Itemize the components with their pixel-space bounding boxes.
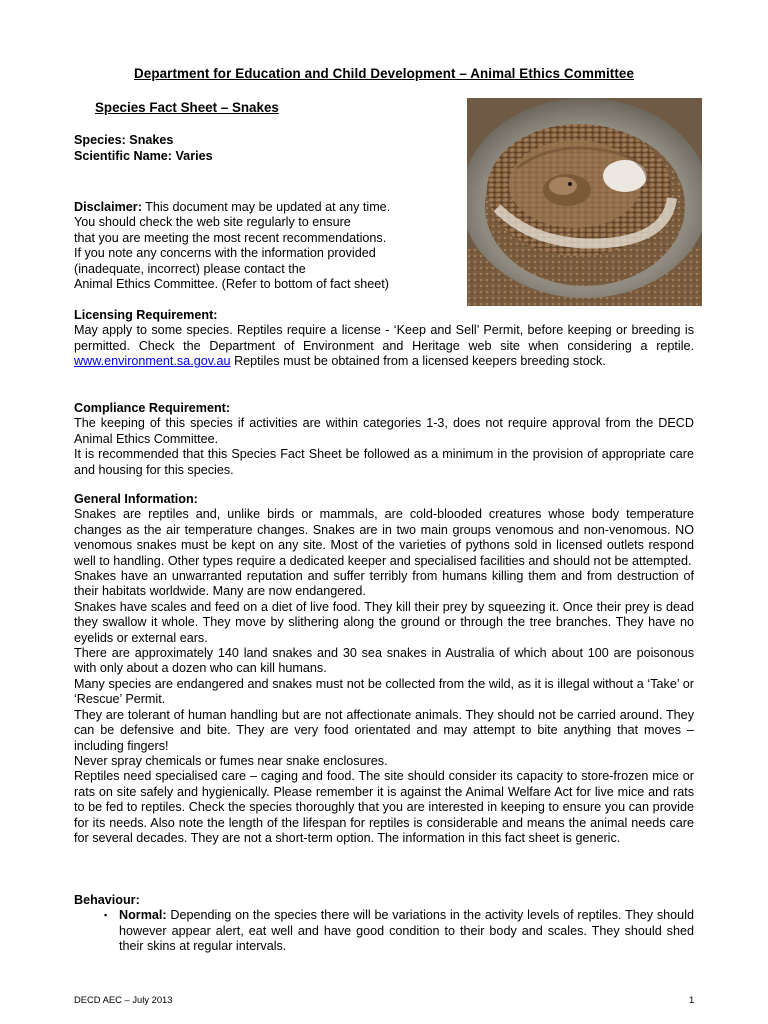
general-paragraph: Reptiles need specialised care – caging and food. The site should consider its capacity to store-frozen mice or rats on site safely and hygienically. Please remember it is against the Animal Welfare Act for live mice and rats to be fed to reptiles. Check the species thoroughly that you are interested in keeping to ensure you can provide for its needs. Also note the length of the lifespan for reptiles is considerable and means the animal needs care for several decades. They are not a short-term option. The information in this fact sheet is generic. [74,769,694,845]
licensing-title: Licensing Requirement: [74,308,218,322]
licensing-text-part: May apply to some species. Reptiles require a license - ‘Keep and Sell’ Permit, before keeping or breeding is permitted. Check the Department of Environment and Heritage web site when considering a reptile. [74,323,694,353]
licensing-text-part: Reptiles must be obtained from a licensed keepers breeding stock. [230,354,606,369]
general-paragraph: There are approximately 140 land snakes and 30 sea snakes in Australia of which about 100 are poisonous with only about a dozen who can kill humans. [74,646,694,676]
footer-label: DECD AEC – July 2013 [74,994,173,1005]
behaviour-title: Behaviour: [74,893,140,907]
snake-photo-icon [467,98,702,306]
disclaimer-line: Animal Ethics Committee. (Refer to bottom of fact sheet) [74,277,389,292]
compliance-title: Compliance Requirement: [74,401,231,415]
general-paragraph: Many species are endangered and snakes must not be collected from the wild, as it is illegal without a ‘Take’ or ‘Rescue’ Permit. [74,676,694,707]
page-number: 1 [689,994,695,1005]
page-subtitle: Species Fact Sheet – Snakes [95,100,279,115]
behaviour-list [74,908,694,954]
disclaimer-line: This document may be updated at any time. [141,200,391,214]
general-paragraph: Never spray chemicals or fumes near snake enclosures. [74,753,388,768]
behaviour-item-text: Depending on the species there will be variations in the activity levels of reptiles. They should however appear alert, eat well and have good condition to their body and scales. They should shed their skins at regular intervals. [119,908,694,954]
general-section [74,492,694,846]
licensing-text [74,323,694,369]
disclaimer [74,200,454,292]
general-paragraph: They are tolerant of human handling but are not affectionate animals. They should not be carried around. They can be defensive and bite. They are very food orientated and may attempt to bite anything that moves – including fingers! [74,707,694,753]
general-paragraph: Snakes are reptiles and, unlike birds or mammals, are cold-blooded creatures whose body temperature changes as the air temperature changes. Snakes are in two main groups venomous and non-venomous. NO venomous snakes must be kept on any site. Most of the varieties of pythons sold in licensed outlets respond well to handling. Other types require a dedicated keeper and specialised facilities and should not be attempted. [74,507,694,568]
snake-photo [467,98,702,306]
disclaimer-line: that you are meeting the most recent recommendations. [74,230,387,245]
species-info [74,132,213,164]
licensing-section [74,308,694,370]
disclaimer-label: Disclaimer: [74,200,142,214]
behaviour-section [74,893,694,955]
bullet-icon: ▪ [104,910,108,921]
page-header: Department for Education and Child Development – Animal Ethics Committee [134,66,634,81]
environment-link[interactable]: www.environment.sa.gov.au [74,354,231,369]
list-item [74,908,694,954]
compliance-paragraph: It is recommended that this Species Fact Sheet be followed as a minimum in the provision of appropriate care and housing for this species. [74,447,694,477]
disclaimer-line: If you note any concerns with the information provided [74,246,376,261]
general-title: General Information: [74,492,198,506]
compliance-paragraph: The keeping of this species if activities are within categories 1-3, does not require approval from the DECD Animal Ethics Committee. [74,416,694,446]
disclaimer-line: (inadequate, incorrect) please contact the [74,261,306,276]
behaviour-item-label: Normal: [119,908,167,923]
general-paragraph: Snakes have an unwarranted reputation and suffer terribly from humans killing them and from destruction of their habitats worldwide. Many are now endangered. [74,569,694,599]
scientific-name-line: Scientific Name: Varies [74,149,213,163]
general-paragraph: Snakes have scales and feed on a diet of live food. They kill their prey by squeezing it. Once their prey is dead they swallow it whole. They move by slithering along the ground or through the tree branches. They have no eyelids or external ears. [74,599,694,645]
species-line: Species: Snakes [74,133,174,147]
compliance-section [74,401,694,478]
disclaimer-line: You should check the web site regularly to ensure [74,215,351,230]
